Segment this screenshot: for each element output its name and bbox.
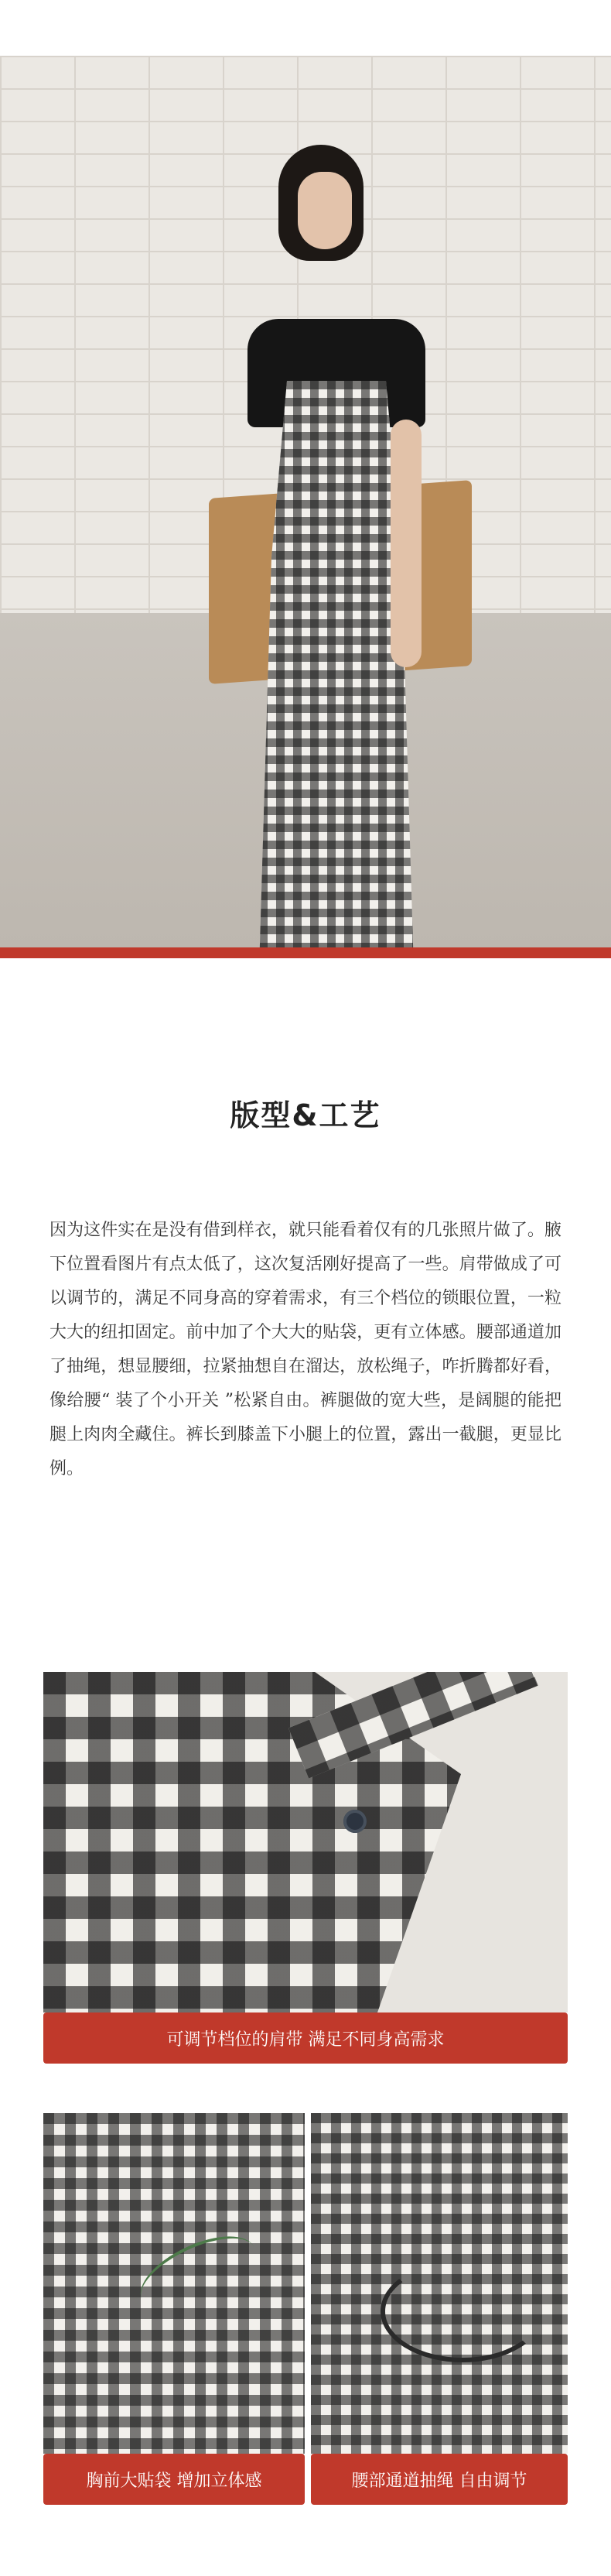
- button-icon: [343, 1810, 367, 1833]
- section-title: 版型&工艺: [230, 1098, 381, 1132]
- pocket-detail-photo: [43, 2113, 305, 2454]
- section-description: 因为这件实在是没有借到样衣，就只能看着仅有的几张照片做了。腋下位置看图片有点太低了，这次复活刚好提高了一些。肩带做成了可以调节的，满足不同身高的穿着需求，有三个档位的锁眼位置，一粒大大的纽扣固定。前中加了个大大的贴袋，更有立体感。腰部通道加了抽绳，想显腰细，拉紧抽想自在溜达，放松绳子，咋折腾都好看，像给腰“ 装了个小开关 ”松紧自由。裤腿做的宽大些，是阔腿的能把腿上肉肉全藏住。裤长到膝盖下小腿上的位置，露出一截腿，更显比例。: [49, 1221, 562, 1478]
- pocket-caption: 胸前大贴袋 增加立体感: [43, 2454, 305, 2505]
- drawstring: [381, 2260, 544, 2362]
- model-face: [298, 172, 352, 249]
- strap-caption: 可调节档位的肩带 满足不同身高需求: [43, 2012, 568, 2064]
- waist-caption: 腰部通道抽绳 自由调节: [311, 2454, 568, 2505]
- waist-detail-photo: [311, 2113, 568, 2454]
- hero-photo: [0, 56, 611, 947]
- accent-divider: [0, 947, 611, 958]
- strap-detail-photo: [43, 1672, 568, 2012]
- model-arm: [391, 420, 422, 667]
